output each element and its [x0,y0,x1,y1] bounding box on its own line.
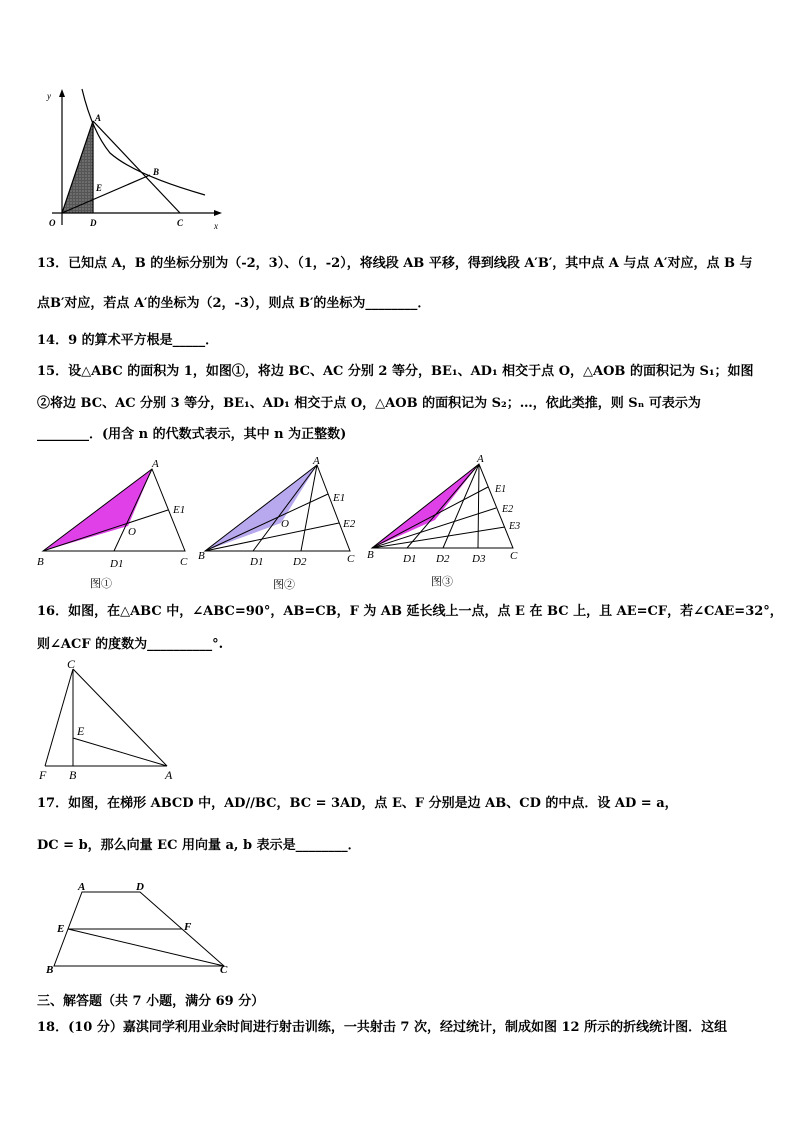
label-O: O [49,218,56,228]
label-F: F [39,768,47,782]
label-A: A [95,113,102,123]
label-A: A [78,881,86,893]
label-A: A [152,458,159,470]
label-C: C [177,218,184,228]
q12-figure [40,85,225,235]
label-O: O [128,526,136,538]
q14-line1: 14．9 的算术平方根是_____． [37,333,219,348]
label-D1: D1 [403,553,417,565]
label-B: B [37,556,44,568]
q16-line1: 16．如图，在△ABC 中，∠ABC=90°，AB=CB，F 为 AB 延长线上一点，点 E 在 BC 上，且 AE=CF，若∠CAE=32°， [37,604,783,619]
label-C: C [180,556,188,568]
label-A: A [477,453,484,465]
q17-line2: DC = b，那么向量 EC 用向量 a, b 表示是________． [37,838,361,853]
q17-figure [40,880,240,980]
label-O: O [281,518,289,530]
label-x: x [214,221,218,231]
q15-line3: ________．(用含 n 的代数式表示，其中 n 为正整数) [37,427,347,442]
q15-figure-1 [35,455,195,595]
label-E: E [77,724,85,738]
label-C: C [347,553,355,565]
q15-figure-2 [195,455,365,595]
label-B: B [153,167,160,177]
label-D2: D2 [293,556,307,568]
label-D2: D2 [436,553,450,565]
label-A: A [165,768,173,782]
label-D1: D1 [250,556,264,568]
hyperbola-curve [82,89,205,195]
caption-fig1: 图① [90,578,112,590]
label-C: C [220,964,228,976]
label-C: C [510,550,518,562]
label-D3: D3 [472,553,486,565]
label-B: B [46,964,54,976]
label-A: A [313,455,320,467]
label-E2: E2 [343,518,356,530]
q13-line1: 13．已知点 A，B 的坐标分别为（-2，3）、（1，-2），将线段 AB 平移，得到线段 A′B′，其中点 A 与点 A′对应，点 B 与 [37,256,753,271]
label-E3: E3 [509,521,521,532]
caption-fig3: 图③ [431,576,453,588]
q16-line2: 则∠ACF 的度数为__________°. [37,637,224,652]
label-E2: E2 [502,504,514,515]
label-E: E [96,183,103,193]
label-C: C [67,657,76,671]
label-B: B [367,549,374,561]
label-D1: D1 [110,558,124,570]
label-D: D [136,881,144,893]
q15-line1: 15．设△ABC 的面积为 1，如图①，将边 BC、AC 分别 2 等分，BE₁、AD₁ 相交于点 O，△AOB 的面积记为 S₁；如图 [37,364,754,379]
label-E1: E1 [333,492,346,504]
label-F: F [184,921,192,933]
section-3-title: 三、解答题（共 7 小题，满分 69 分） [37,994,265,1009]
q18-line1: 18．(10 分）嘉淇同学利用业余时间进行射击训练，一共射击 7 次，经过统计，制成如图 12 所示的折线统计图．这组 [37,1020,728,1035]
label-y: y [47,91,51,101]
label-E1: E1 [173,504,186,516]
caption-fig2: 图② [273,579,295,591]
q15-line2: ②将边 BC、AC 分别 3 等分，BE₁、AD₁ 相交于点 O，△AOB 的面积记为 S₂；…，依此类推，则 Sₙ 可表示为 [37,396,701,411]
label-B: B [69,768,77,782]
q16-figure [35,655,180,785]
q13-line2: 点B′对应，若点 A′的坐标为（2，-3），则点 B′的坐标为________． [37,296,431,311]
label-E1: E1 [495,484,507,495]
q17-line1: 17．如图，在梯形 ABCD 中，AD//BC，BC = 3AD，点 E、F 分别是边 AB、CD 的中点．设 AD = a， [37,796,678,811]
label-B: B [198,550,205,562]
label-E: E [57,923,65,935]
label-D: D [90,218,97,228]
q15-figure-3 [365,452,525,592]
